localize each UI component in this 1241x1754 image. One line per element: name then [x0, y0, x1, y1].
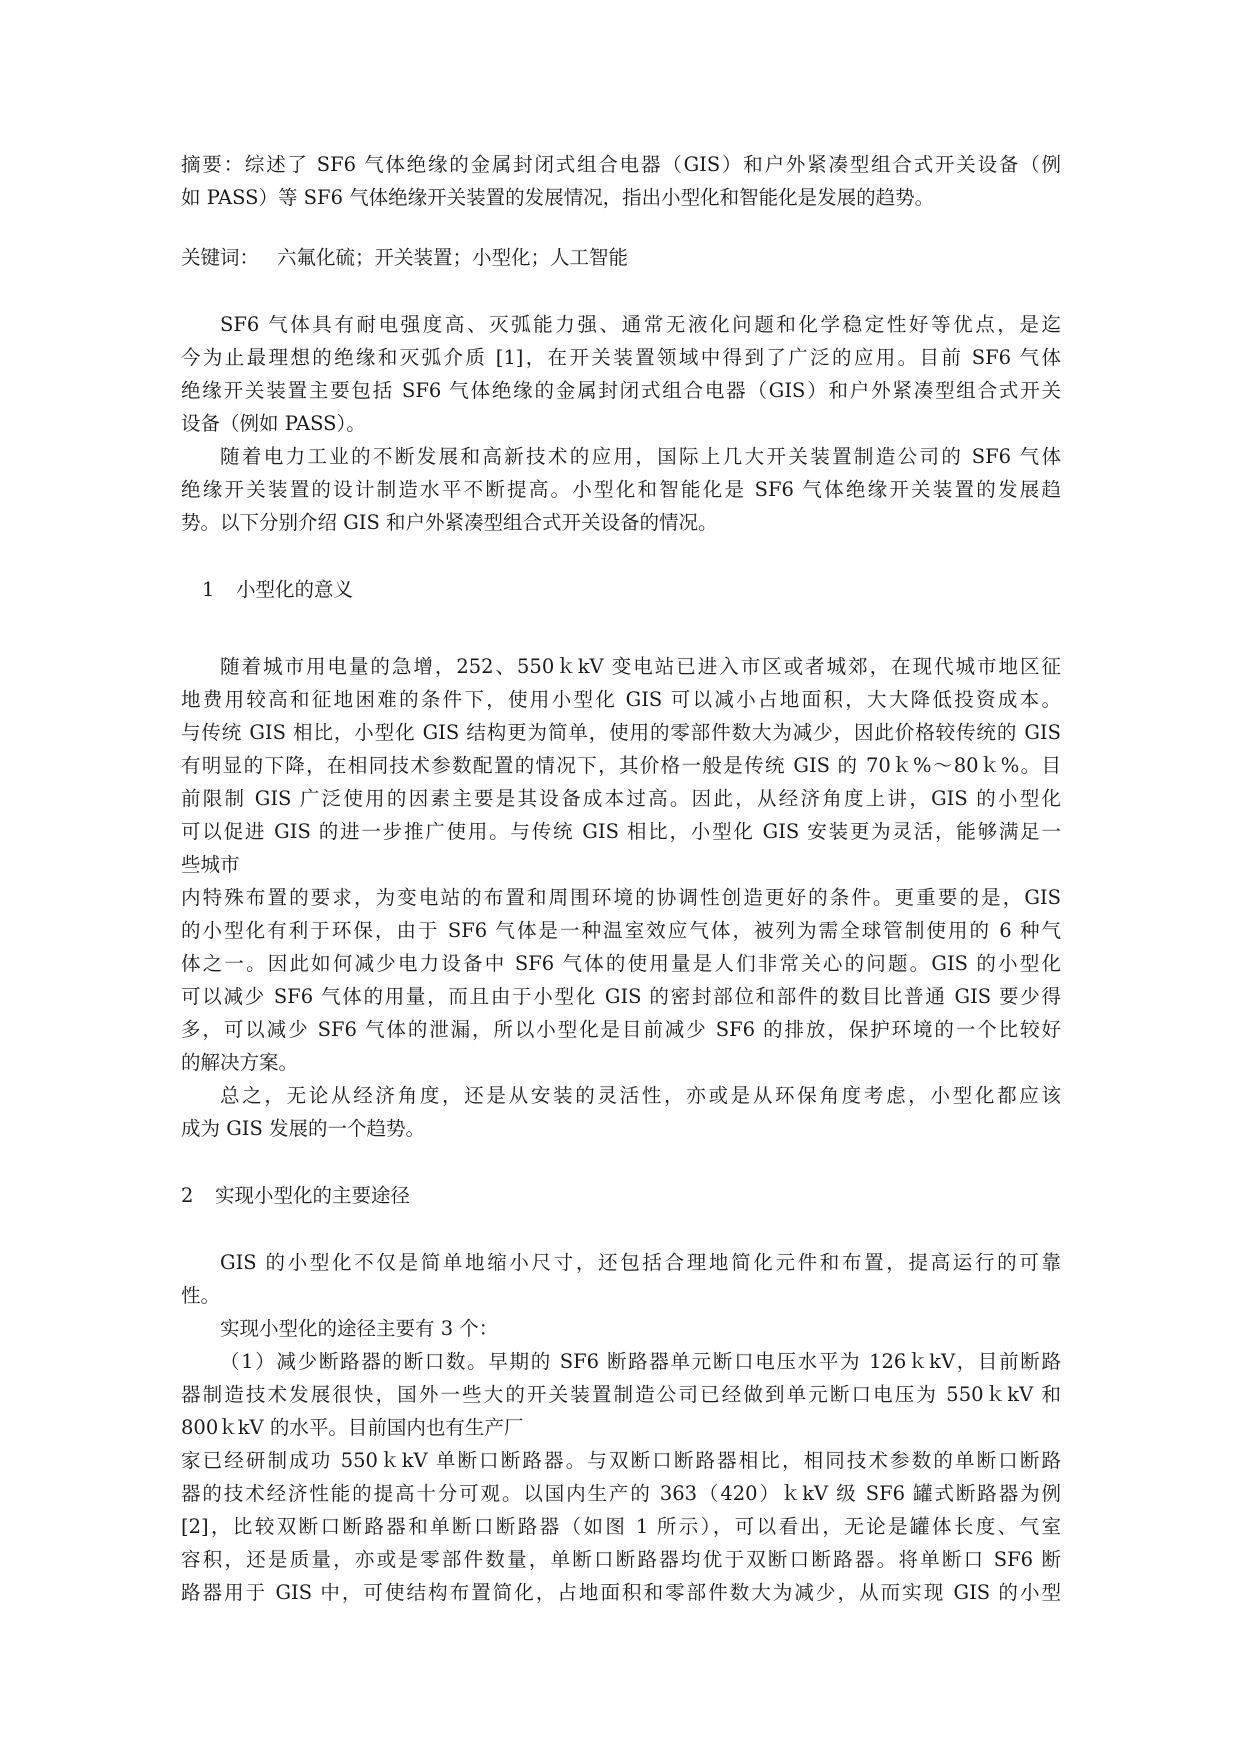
paragraph-line: （1）减少断路器的断口数。早期的 SF6 断路器单元断口电压水平为 126ｋkV，目前断路 [220, 1350, 1061, 1373]
paragraph-line: 绝缘开关装置的设计制造水平不断提高。小型化和智能化是 SF6 气体绝缘开关装置的发展趋 [181, 478, 1061, 501]
section-2-paragraph-1 [181, 1246, 1061, 1312]
section-1-paragraph-1 [181, 650, 1061, 1079]
paragraph-line: 可以减少 SF6 气体的用量，而且由于小型化 GIS 的密封部位和部件的数目比普通 GIS 要少得 [181, 985, 1061, 1008]
section-2-paragraph-2 [181, 1312, 1061, 1345]
paragraph-line: 器的技术经济性能的提高十分可观。以国内生产的 363（420）ｋkV 级 SF6 罐式断路器为例 [181, 1482, 1061, 1505]
paragraph-line: 随着电力工业的不断发展和高新技术的应用，国际上几大开关装置制造公司的 SF6 气体 [220, 445, 1061, 468]
paragraph-line: 与传统 GIS 相比，小型化 GIS 结构更为简单，使用的零部件数大为减少，因此价格较传统的 GIS [181, 721, 1061, 744]
paragraph-line: 800ｋkV 的水平。目前国内也有生产厂 [181, 1416, 524, 1439]
paragraph-line: GIS 的小型化不仅是简单地缩小尺寸，还包括合理地简化元件和布置，提高运行的可靠 [220, 1251, 1061, 1274]
paragraph-line: 今为止最理想的绝缘和灭弧介质 [1]，在开关装置领域中得到了广泛的应用。目前 SF6 气体 [181, 346, 1061, 369]
paragraph-line: 势。以下分别介绍 GIS 和户外紧凑型组合式开关设备的情况。 [181, 511, 718, 534]
section-title: 小型化的意义 [236, 578, 354, 601]
paragraph-line: 体之一。因此如何减少电力设备中 SF6 气体的使用量是人们非常关心的问题。GIS 的小型化 [181, 952, 1061, 975]
section-2-heading [181, 1179, 1061, 1212]
paragraph-line: 总之，无论从经济角度，还是从安装的灵活性，亦或是从环保角度考虑，小型化都应该 [220, 1084, 1061, 1107]
paragraph-line: 成为 GIS 发展的一个趋势。 [181, 1117, 426, 1140]
keywords [181, 241, 1061, 274]
intro-paragraph-2 [181, 440, 1061, 539]
paragraph-line: 多，可以减少 SF6 气体的泄漏，所以小型化是目前减少 SF6 的排放，保护环境的一个比较好 [181, 1018, 1061, 1041]
abstract [181, 148, 1061, 214]
paragraph-line: 有明显的下降，在相同技术参数配置的情况下，其价格一般是传统 GIS 的 70ｋ%～80ｋ%。目 [181, 754, 1061, 777]
paragraph-line: 内特殊布置的要求，为变电站的布置和周围环境的协调性创造更好的条件。更重要的是，GIS [181, 886, 1061, 909]
document-body [181, 148, 1061, 1609]
paragraph-line: [2]，比较双断口断路器和单断口断路器（如图 1 所示），可以看出，无论是罐体长度、气室 [181, 1515, 1061, 1538]
section-number: 2 [181, 1184, 194, 1207]
paragraph-line: 路器用于 GIS 中，可使结构布置简化，占地面积和零部件数大为减少，从而实现 GIS 的小型 [181, 1581, 1061, 1604]
paragraph-line: 的小型化有利于环保，由于 SF6 气体是一种温室效应气体，被列为需全球管制使用的 6 种气 [181, 919, 1061, 942]
paragraph-line: 设备（例如 PASS）。 [181, 412, 366, 435]
paragraph-line: 性。 [181, 1284, 221, 1307]
paragraph-line: 地费用较高和征地困难的条件下，使用小型化 GIS 可以减小占地面积，大大降低投资成本。 [181, 688, 1061, 711]
paragraph-line: 实现小型化的途径主要有 3 个： [220, 1317, 499, 1340]
section-1-heading [181, 573, 1061, 606]
paragraph-line: 些城市 [181, 853, 240, 876]
paragraph-line: 器制造技术发展很快，国外一些大的开关装置制造公司已经做到单元断口电压为 550ｋkV 和 [181, 1383, 1061, 1406]
abstract-line: 如 PASS）等 SF6 气体绝缘开关装置的发展情况，指出小型化和智能化是发展的趋势。 [181, 186, 935, 209]
paragraph-line: SF6 气体具有耐电强度高、灭弧能力强、通常无液化问题和化学稳定性好等优点，是迄 [220, 313, 1061, 336]
paragraph-line: 前限制 GIS 广泛使用的因素主要是其设备成本过高。因此，从经济角度上讲，GIS 的小型化 [181, 787, 1061, 810]
paragraph-line: 家已经研制成功 550ｋkV 单断口断路器。与双断口断路器相比，相同技术参数的单断口断路 [181, 1449, 1061, 1472]
keywords-label: 关键词： [181, 246, 260, 269]
paragraph-line: 可以促进 GIS 的进一步推广使用。与传统 GIS 相比，小型化 GIS 安装更为灵活，能够满足一 [181, 820, 1061, 843]
section-number: 1 [202, 578, 215, 601]
section-1-paragraph-2 [181, 1079, 1061, 1145]
section-title: 实现小型化的主要途径 [215, 1184, 411, 1207]
paragraph-line: 容积，还是质量，亦或是零部件数量，单断口断路器均优于双断口断路器。将单断口 SF6 断 [181, 1548, 1061, 1571]
section-2-paragraph-3 [181, 1345, 1061, 1609]
paragraph-line: 的解决方案。 [181, 1051, 299, 1074]
paragraph-line: 随着城市用电量的急增，252、550ｋkV 变电站已进入市区或者城郊，在现代城市地区征 [220, 655, 1061, 678]
abstract-line: 摘要：综述了 SF6 气体绝缘的金属封闭式组合电器（GIS）和户外紧凑型组合式开关设备（例 [181, 153, 1061, 176]
keywords-text: 六氟化硫；开关装置；小型化；人工智能 [277, 246, 629, 269]
intro-paragraph-1 [181, 308, 1061, 440]
paragraph-line: 绝缘开关装置主要包括 SF6 气体绝缘的金属封闭式组合电器（GIS）和户外紧凑型组合式开关 [181, 379, 1061, 402]
